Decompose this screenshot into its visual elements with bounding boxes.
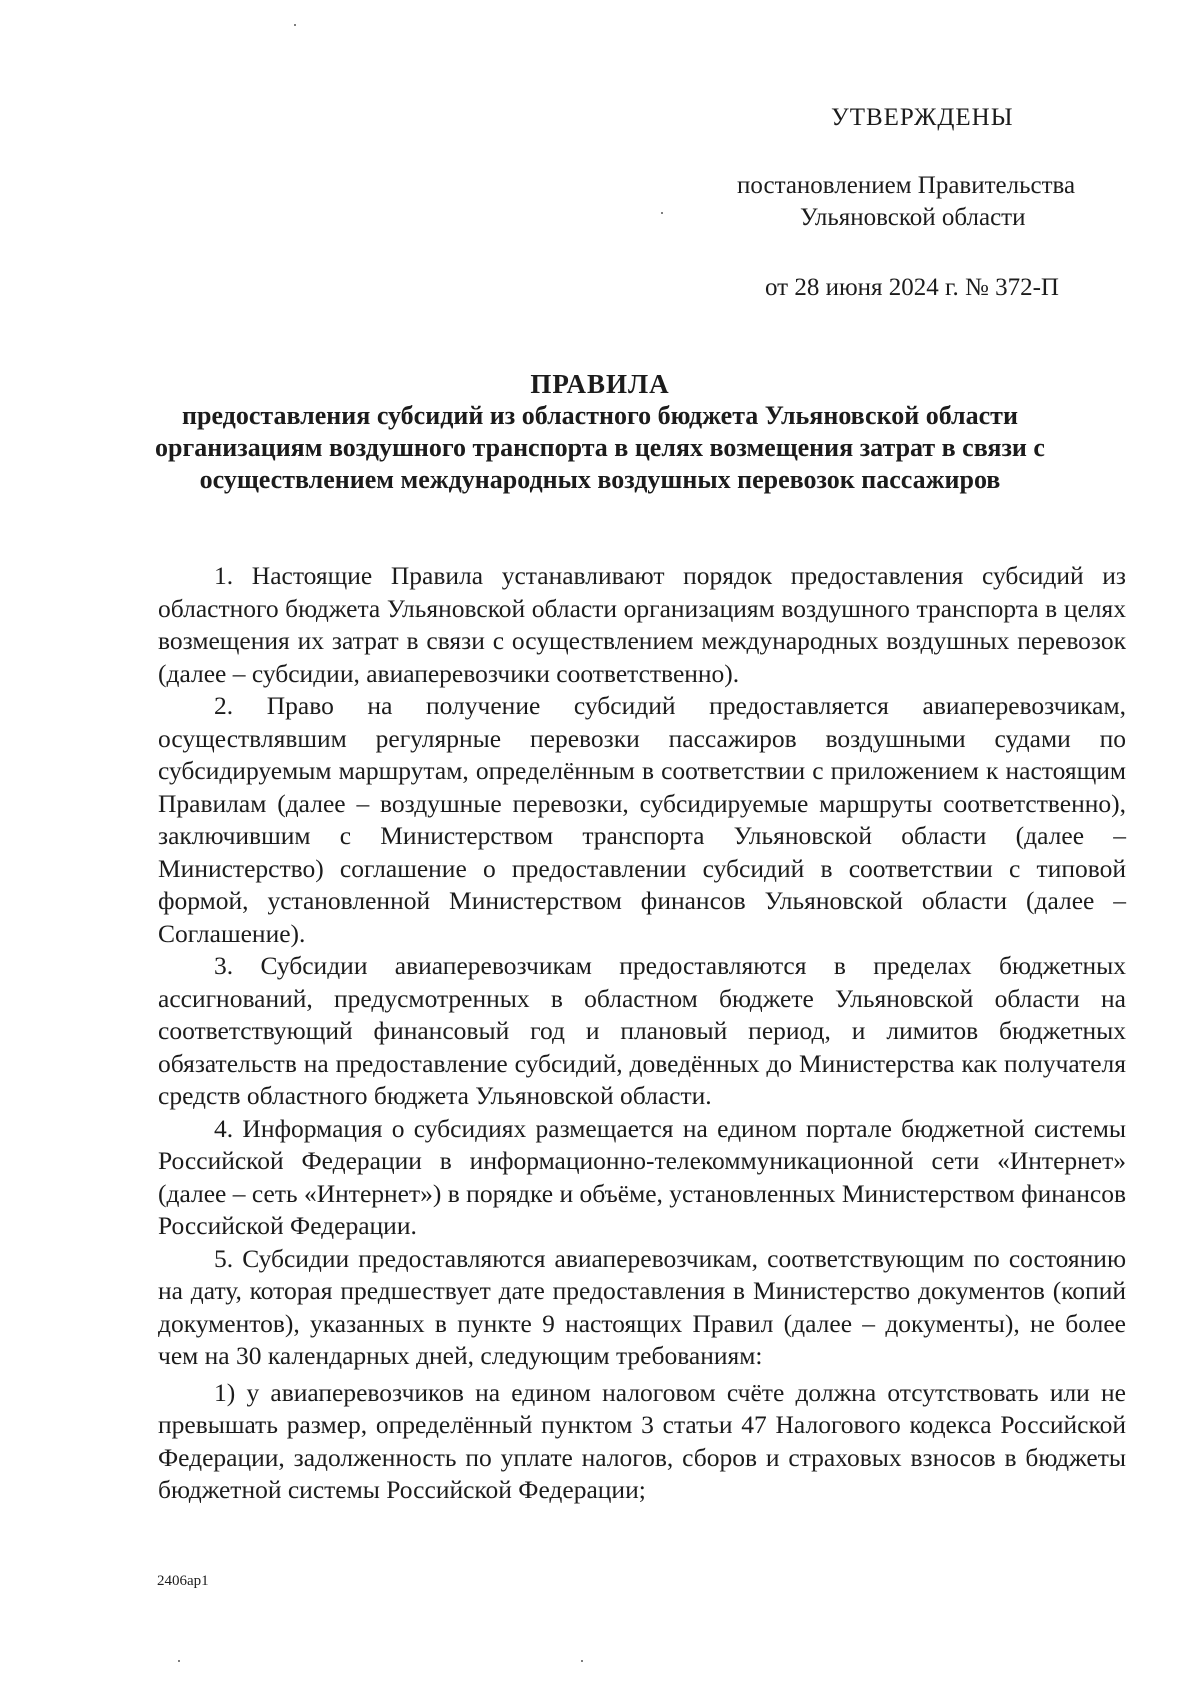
- paragraph-5-item-1: 1) у авиаперевозчиков на едином налоговом счёте должна отсутствовать или не превышать размер, определённый пунктом 3 статьи 47 Налогового кодекса Российской Федерации, задолженность по уплате налогов, сборов и страховых взносов в бюджеты бюджетной системы Российской Федерации;: [158, 1377, 1126, 1504]
- document-subtitle: предоставления субсидий из областного бюджета Ульяновской области организациям воздушного транспорта в целях возмещения затрат в связи с осуществлением международных воздушных перевозок пассажиров: [155, 401, 1045, 494]
- scan-speck: [661, 212, 663, 214]
- scan-speck: [581, 1660, 583, 1662]
- approved-label: УТВЕРЖДЕНЫ: [831, 104, 1014, 131]
- decree-line-1: постановлением Правительства: [737, 172, 1076, 199]
- footer-code: 2406ap1: [157, 1573, 209, 1589]
- document-title: ПРАВИЛА: [530, 369, 670, 399]
- paragraph-2: 2. Право на получение субсидий предоставляется авиаперевозчикам, осуществлявшим регулярные перевозки пассажиров воздушными судами по субсидируемым маршрутам, определённым в соответствии с приложением к настоящим Правилам (далее – воздушные перевозки, субсидируемые маршруты соответственно), заключившим с Министерством транспорта Ульяновской области (далее – Министерство) соглашение о предоставлении субсидий в соответствии с типовой формой, установленной Министерством финансов Ульяновской области (далее – Соглашение).: [158, 691, 1126, 948]
- scan-speck: [178, 1660, 180, 1662]
- document-title-block: [120, 368, 1080, 496]
- decree-date: от 28 июня 2024 г. № 372-П: [765, 274, 1059, 301]
- decree-line-2: Ульяновской области: [800, 204, 1026, 231]
- document-body: [158, 560, 1126, 1507]
- paragraph-3: 3. Субсидии авиаперевозчикам предоставляются в пределах бюджетных ассигнований, предусмотренных в областном бюджете Ульяновской области на соответствующий финансовый год и плановый период, и лимитов бюджетных обязательств на предоставление субсидий, доведённых до Министерства как получателя средств областного бюджета Ульяновской области.: [158, 951, 1126, 1110]
- paragraph-5: 5. Субсидии предоставляются авиаперевозчикам, соответствующим по состоянию на дату, которая предшествует дате предоставления в Министерство документов (копий документов), указанных в пункте 9 настоящих Правил (далее – документы), не более чем на 30 календарных дней, следующим требованиям:: [158, 1243, 1126, 1370]
- paragraph-1: 1. Настоящие Правила устанавливают порядок предоставления субсидий из областного бюджета Ульяновской области организациям воздушного транспорта в целях возмещения их затрат в связи с осуществлением международных воздушных перевозок (далее – субсидии, авиаперевозчики соответственно).: [158, 561, 1126, 688]
- scan-speck: [294, 24, 296, 26]
- paragraph-4: 4. Информация о субсидиях размещается на едином портале бюджетной системы Российской Федерации в информационно-телекоммуникационной сети «Интернет» (далее – сеть «Интернет») в порядке и объёме, установленных Министерством финансов Российской Федерации.: [158, 1113, 1126, 1240]
